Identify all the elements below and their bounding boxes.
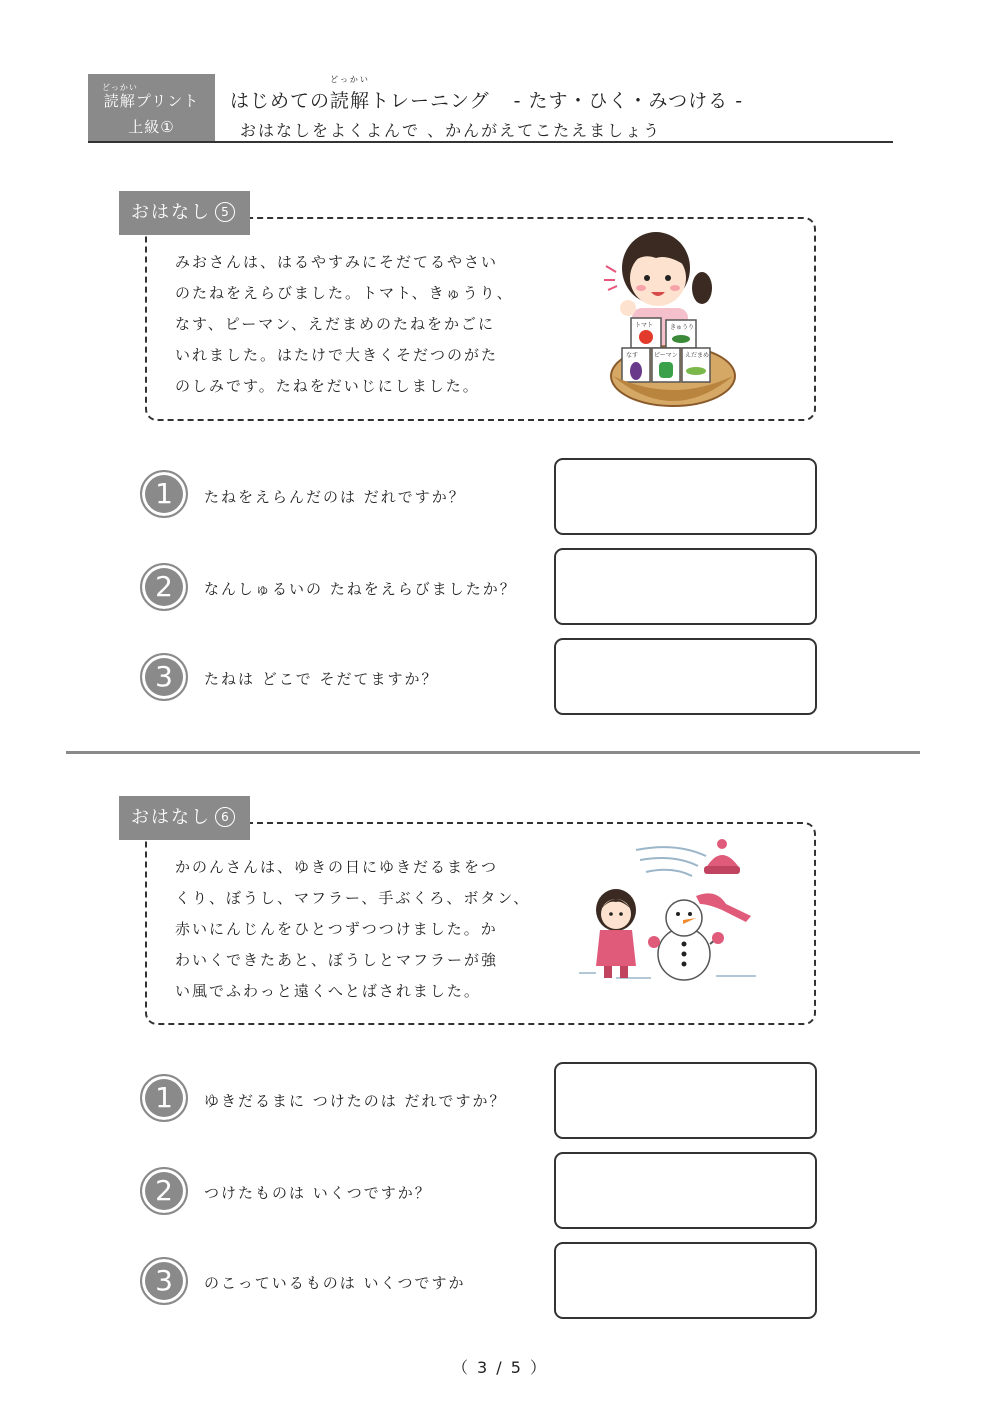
section-divider <box>66 751 920 754</box>
title-before: はじめての <box>230 90 331 112</box>
girl-seed-basket-illustration <box>598 226 748 411</box>
answer-box-5-2[interactable] <box>554 548 817 625</box>
tag-line1: 読解プリント <box>103 92 200 110</box>
question-text-5-1: たねをえらんだのは だれですか？ <box>204 488 466 506</box>
story-tab-number: 6 <box>215 807 235 827</box>
page-subtitle: おはなしをよくよんで 、かんがえてこたえましょう <box>240 121 662 140</box>
question-text-6-1: ゆきだるまに つけたのは だれですか？ <box>204 1092 507 1110</box>
title-sub: - たす・ひく・みつける - <box>513 90 744 112</box>
story-line: いれました。はたけで大きくそだつのがた <box>175 346 499 364</box>
page-number: （ 3 / 5 ） <box>451 1358 549 1377</box>
tag-line2: 上級① <box>128 118 175 136</box>
header-rule <box>88 141 893 143</box>
answer-box-6-3[interactable] <box>554 1242 817 1319</box>
question-text-6-3: のこっているものは いくつですか <box>204 1274 466 1292</box>
story-line: のしみです。たねをだいじにしました。 <box>175 377 480 395</box>
seed-label-eggplant: なす <box>626 352 639 359</box>
story-line: い風でふわっと遠くへとばされました。 <box>175 982 481 1000</box>
story-tab-number: 5 <box>215 202 235 222</box>
question-number-6-2: 2 <box>140 1167 188 1215</box>
story-line: くり、ぼうし、マフラー、手ぶくろ、ボタン、 <box>175 889 531 907</box>
seed-label-cucumber: きゅうり <box>670 324 695 331</box>
page-title <box>230 75 744 113</box>
title-after: トレーニング <box>370 90 490 112</box>
tag-ruby: どっかい <box>102 83 138 92</box>
title-ruby: どっかい <box>330 75 370 84</box>
story-line: みおさんは、はるやすみにそだてるやさい <box>175 253 499 271</box>
story-line: わいくできたあと、ぼうしとマフラーが強 <box>175 951 499 969</box>
seed-label-pepper: ピーマン <box>654 352 678 359</box>
question-number-5-2: 2 <box>140 563 188 611</box>
question-text-5-2: なんしゅるいの たねをえらびましたか？ <box>204 580 517 598</box>
story-tab-label: おはなし <box>131 807 211 828</box>
story-line: のたねをえらびました。トマト、きゅうり、 <box>175 284 514 302</box>
question-text-5-3: たねは どこで そだてますか？ <box>204 670 439 688</box>
answer-box-5-3[interactable] <box>554 638 817 715</box>
story-line: かのんさんは、ゆきの日にゆきだるまをつ <box>175 858 499 876</box>
title-kanji: 読解 <box>330 90 371 112</box>
story-text-5 <box>175 247 575 402</box>
story-tab-label: おはなし <box>131 202 211 223</box>
seed-label-edamame: えだまめ <box>685 352 710 359</box>
title-ruby-word <box>330 75 371 113</box>
answer-box-6-1[interactable] <box>554 1062 817 1139</box>
question-number-5-1: 1 <box>140 470 188 518</box>
story-line: 赤いにんじんをひとつずつつけました。か <box>175 920 498 938</box>
girl-snowman-illustration <box>576 838 766 998</box>
story-tab-6 <box>119 796 250 840</box>
story-text-6 <box>175 852 575 1007</box>
answer-box-6-2[interactable] <box>554 1152 817 1229</box>
question-text-6-2: つけたものは いくつですか？ <box>204 1184 432 1202</box>
question-number-6-1: 1 <box>140 1074 188 1122</box>
question-number-6-3: 3 <box>140 1257 188 1305</box>
story-tab-5 <box>119 191 250 235</box>
answer-box-5-1[interactable] <box>554 458 817 535</box>
story-line: なす、ピーマン、えだまめのたねをかごに <box>175 315 496 333</box>
worksheet-tag <box>88 74 215 142</box>
seed-label-tomato: トマト <box>635 322 654 329</box>
question-number-5-3: 3 <box>140 653 188 701</box>
